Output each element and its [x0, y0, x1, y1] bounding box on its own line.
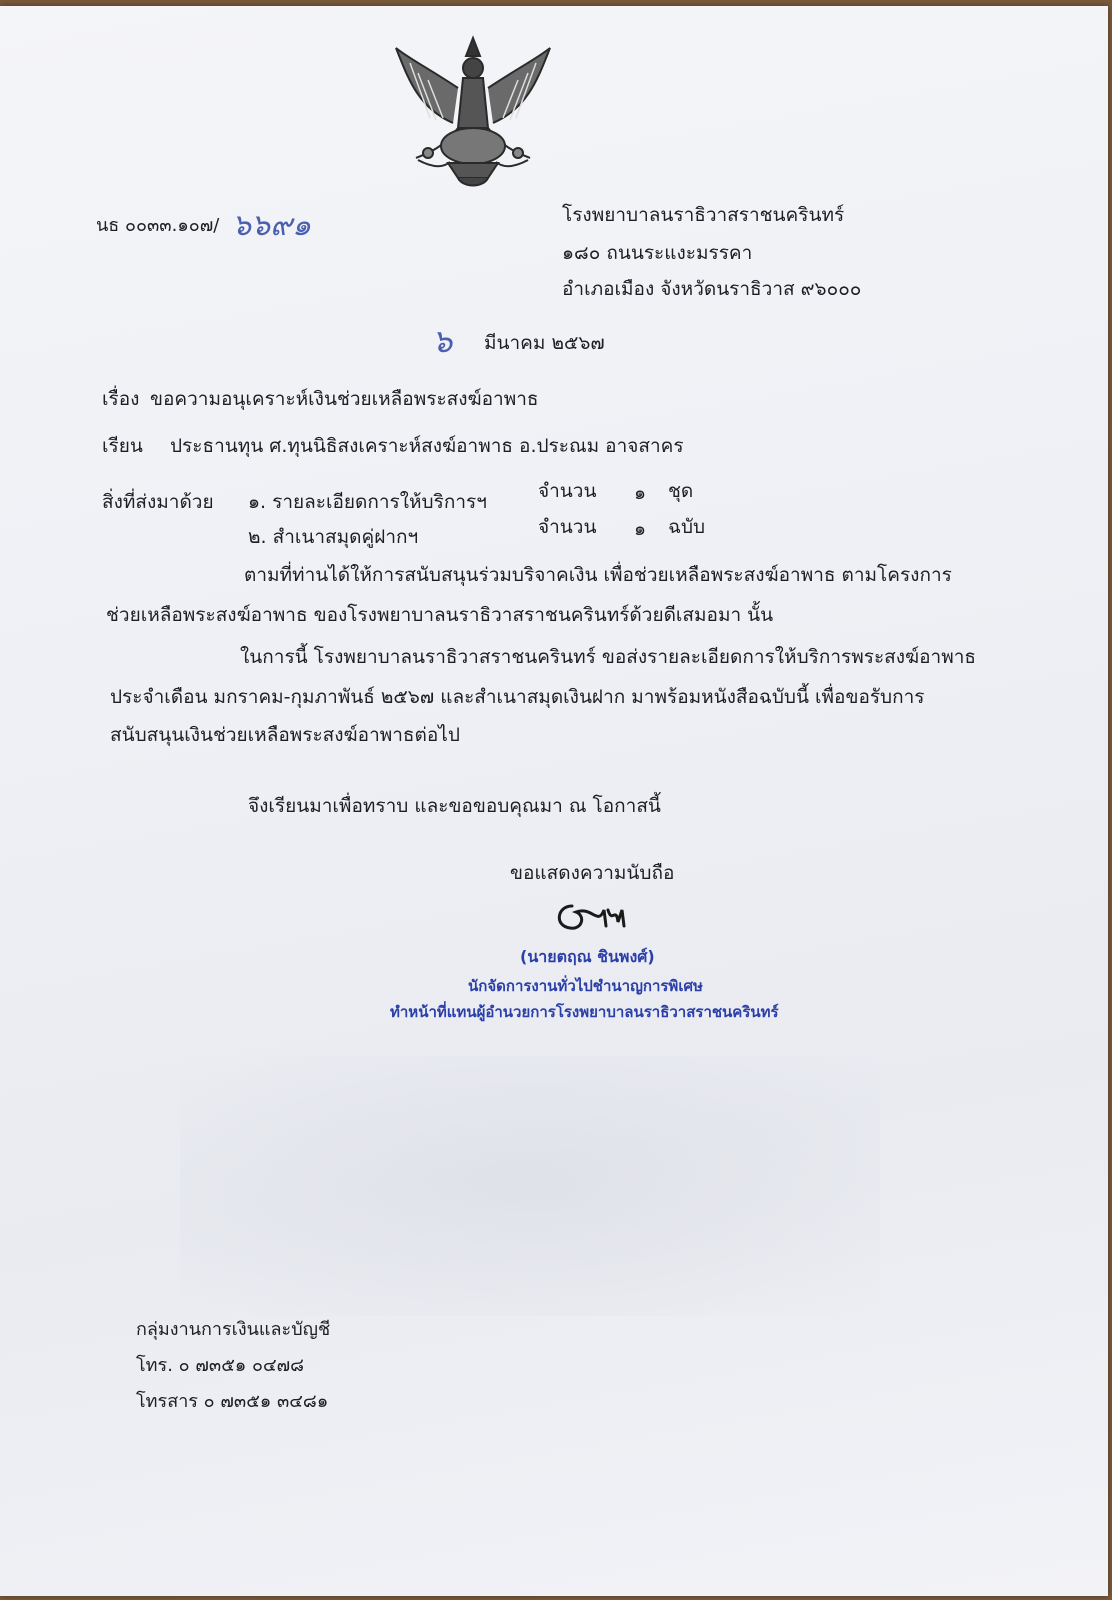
enclosures-label: สิ่งที่ส่งมาด้วย: [102, 491, 214, 513]
body-paragraph-2-line-3: สนับสนุนเงินช่วยเหลือพระสงฆ์อาพาธต่อไป: [110, 724, 460, 746]
recipient-label: เรียน: [102, 435, 143, 457]
signatory-position-1: นักจัดการงานทั่วไปชำนาญการพิเศษ: [468, 977, 703, 995]
subject-label: เรื่อง: [102, 388, 140, 410]
date-month-year: มีนาคม ๒๕๖๗: [484, 332, 605, 354]
sender-name: โรงพยาบาลนราธิวาสราชนครินทร์: [562, 204, 845, 226]
enclosure-unit: ฉบับ: [668, 516, 706, 538]
closing-line: จึงเรียนมาเพื่อทราบ และขอขอบคุณมา ณ โอกาสนี้: [248, 795, 661, 817]
footer-fax: โทรสาร ๐ ๗๓๕๑ ๓๔๘๑: [136, 1391, 329, 1412]
handwritten-signature: [552, 896, 632, 936]
body-paragraph-1-line-2: ช่วยเหลือพระสงฆ์อาพาธ ของโรงพยาบาลนราธิวาสราชนครินทร์ด้วยดีเสมอมา นั้น: [106, 604, 774, 626]
footer-phone: โทร. ๐ ๗๓๕๑ ๐๔๗๘: [136, 1355, 304, 1376]
salutation: ขอแสดงความนับถือ: [510, 862, 675, 884]
garuda-emblem: [388, 28, 558, 194]
body-paragraph-2-line-2: ประจำเดือน มกราคม-กุมภาพันธ์ ๒๕๖๗ และสำเนาสมุดเงินฝาก มาพร้อมหนังสือฉบับนี้ เพื่อขอรับการ: [110, 686, 925, 708]
enclosure-qty: ๑: [634, 518, 647, 540]
footer-department: กลุ่มงานการเงินและบัญชี: [136, 1319, 331, 1340]
date-day-handwritten: ๖: [432, 322, 453, 360]
enclosure-qty-label: จำนวน: [538, 480, 597, 502]
enclosure-qty-label: จำนวน: [538, 516, 597, 538]
document-number-handwritten: ๖๖๙๑: [232, 208, 312, 243]
body-paragraph-2-line-1: ในการนี้ โรงพยาบาลนราธิวาสราชนครินทร์ ขอส่งรายละเอียดการให้บริการพระสงฆ์อาพาธ: [240, 646, 976, 668]
sender-district: อำเภอเมือง จังหวัดนราธิวาส ๙๖๐๐๐: [562, 278, 862, 300]
letter-page: [0, 6, 1108, 1596]
sender-street: ๑๘๐ ถนนระแงะมรรคา: [562, 242, 753, 264]
enclosure-item-text: ๑. รายละเอียดการให้บริการฯ: [248, 491, 487, 513]
enclosure-unit: ชุด: [668, 480, 694, 502]
subject-text: ขอความอนุเคราะห์เงินช่วยเหลือพระสงฆ์อาพาธ: [150, 388, 539, 410]
signatory-position-2: ทำหน้าที่แทนผู้อำนวยการโรงพยาบาลนราธิวาสราชนครินทร์: [390, 1003, 779, 1021]
enclosure-qty: ๑: [634, 482, 647, 504]
enclosure-item-text: ๒. สำเนาสมุดคู่ฝากฯ: [248, 526, 419, 548]
body-paragraph-1-line-1: ตามที่ท่านได้ให้การสนับสนุนร่วมบริจาคเงิน เพื่อช่วยเหลือพระสงฆ์อาพาธ ตามโครงการ: [244, 564, 952, 586]
recipient-text: ประธานทุน ศ.ทุนนิธิสงเคราะห์สงฆ์อาพาธ อ.ประณม อาจสาคร: [170, 435, 684, 457]
signatory-name: (นายตฤณ ชินพงศ์): [520, 947, 655, 966]
document-number: นธ ๐๐๓๓.๑๐๗/: [96, 215, 220, 236]
